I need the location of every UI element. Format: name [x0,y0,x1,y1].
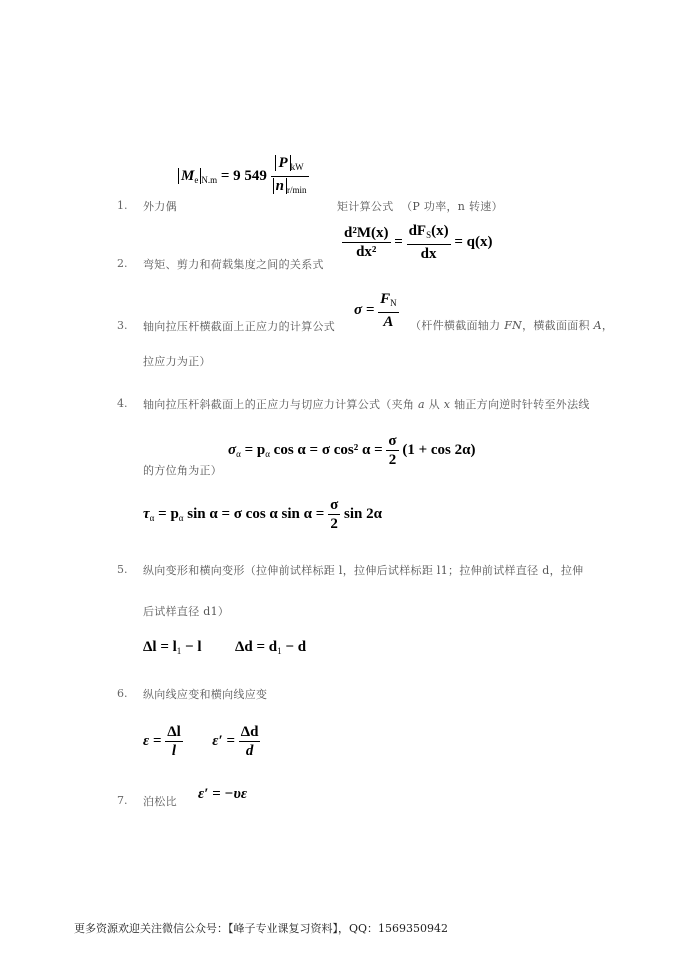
item-3-note: （杆件横截面轴力 FN，横截面面积 A， [410,319,614,332]
item-6-number: 6. [117,687,128,700]
item-2-label: 弯矩、剪力和荷载集度之间的关系式 [143,258,324,271]
item-3-number: 3. [117,319,128,332]
item-5-label: 纵向变形和横向变形（拉伸前试样标距 l，拉伸后试样标距 l1；拉伸前试样直径 d，拉伸 [143,564,584,577]
formula-5: $\tau_\alpha = p_\alpha$ sin α = σ cos α sin α = $\frac{\sigma}{2}$ sin 2α [143,497,382,532]
item-1-label: 外力偶 [143,200,177,213]
formula-3: σ = $\frac{F_N}{A}$ [354,291,397,330]
formula-1: $M_e$ $_{N.m}$ = 9 549 $\frac{P _{kW}}{n _{r/min}}$ [178,154,309,199]
item-5-continuation: 后试样直径 d1） [143,605,230,618]
item-4-continuation: 的方位角为正） [143,464,223,477]
item-3-continuation: 拉应力为正） [143,355,211,368]
item-4-label: 轴向拉压杆斜截面上的正应力与切应力计算公式（夹角 a 从 x 轴正方向逆时针转至外法线 [143,398,590,411]
formula-2: $\frac{\text{d²M(x)}}{\text{dx²}}$ = $\frac{dF_S(x)}{dx}$ = q(x) [344,223,493,262]
formula-8: ε′ = −υε [198,786,248,802]
item-4-number: 4. [117,397,128,410]
item-5-number: 5. [117,563,128,576]
item-6-label: 纵向线应变和横向线应变 [143,688,268,701]
formula-4: $\sigma_\alpha = p_\alpha$ cos α = σ cos² α = $\frac{\sigma}{2}$ (1 + cos 2α) [228,433,476,468]
item-7-label: 泊松比 [143,795,177,808]
item-3-label: 轴向拉压杆横截面上正应力的计算公式 [143,320,336,333]
formula-6: $\Delta l = l_1 - l$ $\Delta d = d_1 - d$ [143,639,307,656]
item-7-number: 7. [117,794,128,807]
footer-note: 更多资源欢迎关注微信公众号：【峰子专业课复习资料】，QQ：1569350942 [74,922,449,935]
item-1-after: 矩计算公式 （P 功率，n 转速） [337,200,503,213]
formula-7: ε = $\frac{\Delta l}{l}$ ε′ = $\frac{\Delta d}{d}$ [143,724,259,759]
item-2-number: 2. [117,257,128,270]
item-1-number: 1. [117,199,128,212]
